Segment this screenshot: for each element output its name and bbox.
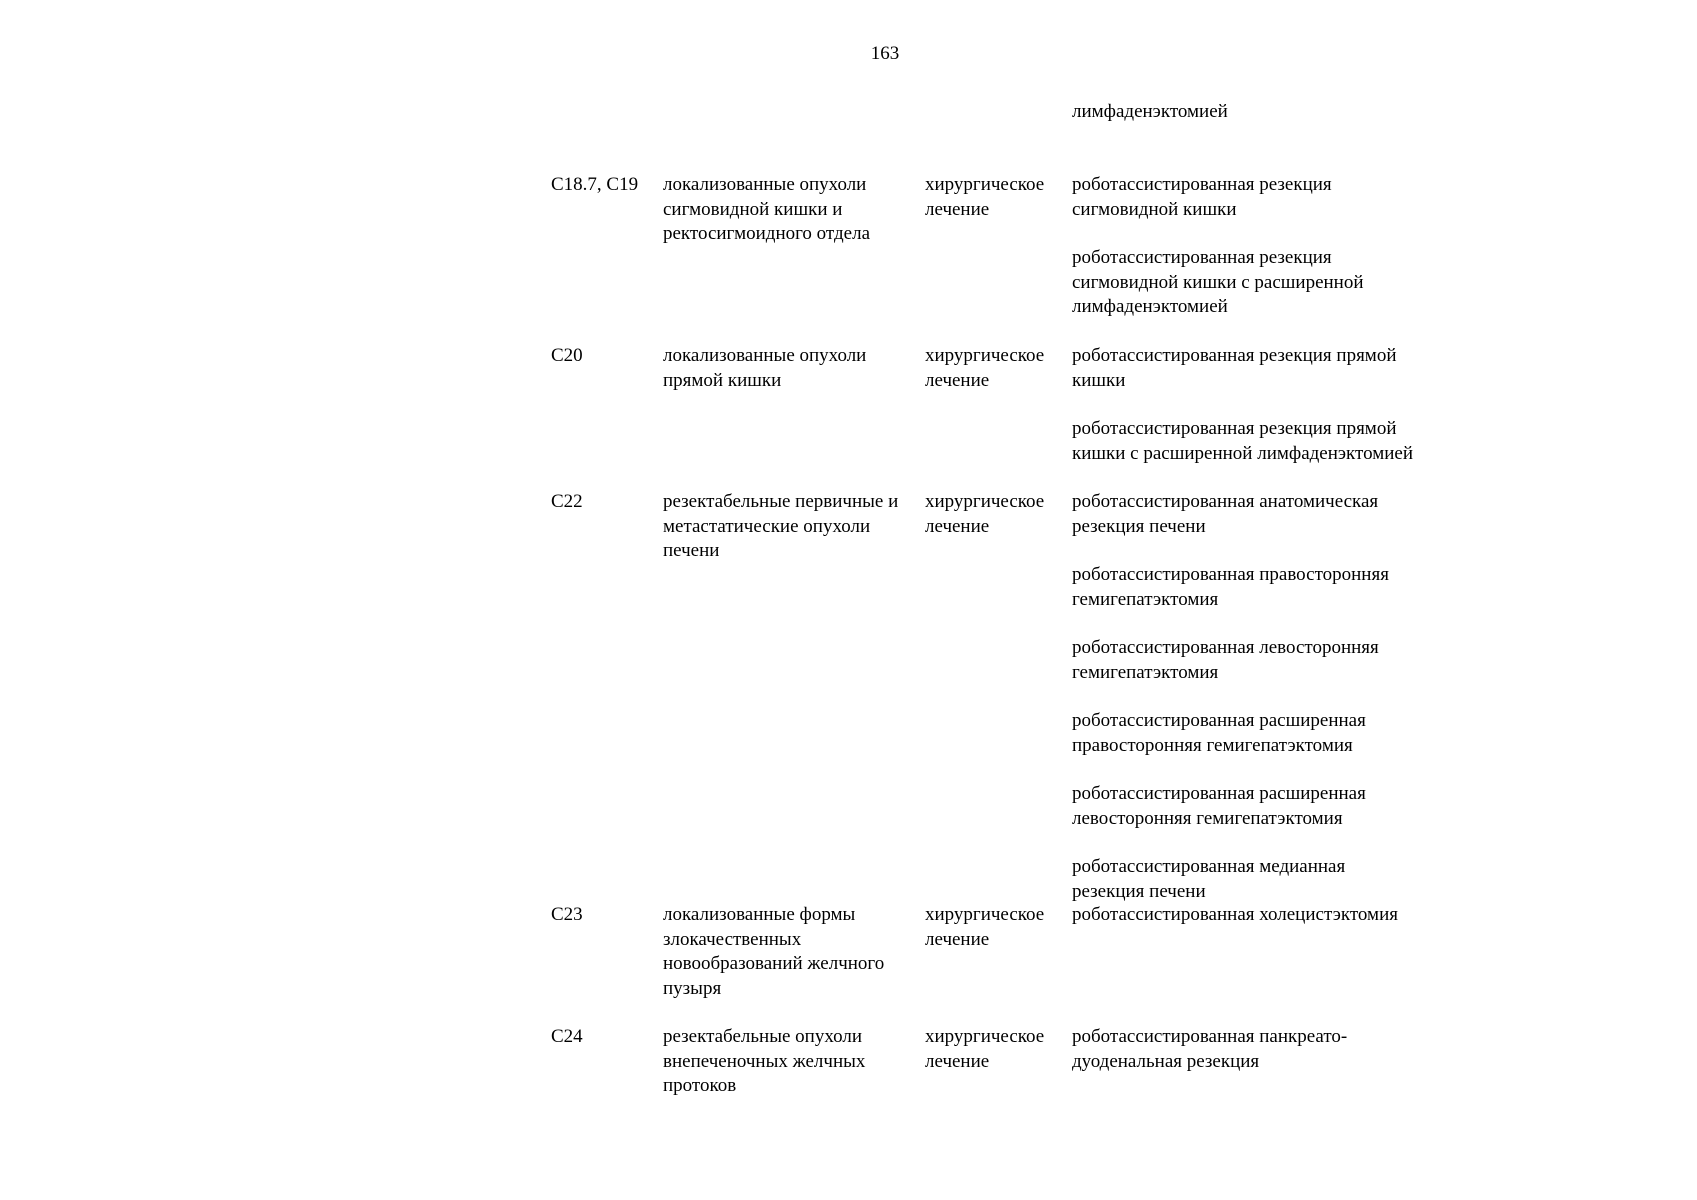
row-treatment xyxy=(925,490,1044,539)
method-line: лимфаденэктомией xyxy=(1072,296,1228,317)
method-line: гемигепатэктомия xyxy=(1072,661,1219,683)
treatment-line: лечение xyxy=(925,369,990,391)
method-line: роботассистированная правосторонняя xyxy=(1072,564,1389,585)
method-line: роботассистированная холецистэктомия xyxy=(1072,904,1398,925)
method-line: сигмовидной кишки с расширенной xyxy=(1072,271,1364,293)
method-line: кишки с расширенной лимфаденэктомией xyxy=(1072,442,1414,464)
method-line: гемигепатэктомия xyxy=(1072,588,1219,610)
method-line: сигмовидной кишки xyxy=(1072,198,1237,220)
model-line: метастатические опухоли xyxy=(663,515,871,537)
treatment-line: хирургическое xyxy=(925,491,1045,512)
model-line: сигмовидной кишки и xyxy=(663,198,843,220)
method-line: роботассистированная панкреато- xyxy=(1072,1026,1348,1047)
method-line: роботассистированная анатомическая xyxy=(1072,491,1379,512)
row-code: С20 xyxy=(551,345,583,366)
continuation-text xyxy=(1072,100,1228,125)
method-line: кишки xyxy=(1072,369,1126,391)
row-method xyxy=(1072,173,1332,222)
treatment-line: хирургическое xyxy=(925,174,1045,195)
method-line: роботассистированная медианная xyxy=(1072,856,1346,877)
method-line: роботассистированная резекция xyxy=(1072,247,1332,268)
model-line: пузыря xyxy=(663,977,722,999)
row-treatment xyxy=(925,1025,1044,1074)
method-line: левосторонняя гемигепатэктомия xyxy=(1072,807,1343,829)
method-line: роботассистированная резекция прямой xyxy=(1072,418,1397,439)
model-line: новообразований желчного xyxy=(663,953,885,974)
row-method xyxy=(1072,344,1397,393)
treatment-line: лечение xyxy=(925,198,990,220)
treatment-line: хирургическое xyxy=(925,904,1045,925)
row-method xyxy=(1072,782,1366,831)
row-treatment xyxy=(925,344,1044,393)
model-line: резектабельные опухоли xyxy=(663,1026,863,1047)
method-line: роботассистированная резекция xyxy=(1072,174,1332,195)
model-line: локализованные опухоли xyxy=(663,174,867,195)
method-line: роботассистированная левосторонняя xyxy=(1072,637,1379,658)
row-model xyxy=(663,344,866,393)
method-line: роботассистированная расширенная xyxy=(1072,783,1366,804)
model-line: локализованные формы xyxy=(663,904,856,925)
model-line: прямой кишки xyxy=(663,369,782,391)
row-method xyxy=(1072,417,1413,466)
row-model xyxy=(663,490,898,564)
row-model xyxy=(663,903,884,1001)
row-method xyxy=(1072,636,1379,685)
treatment-line: лечение xyxy=(925,928,990,950)
row-method xyxy=(1072,903,1398,928)
row-code: С22 xyxy=(551,491,583,512)
row-method xyxy=(1072,246,1364,320)
model-line: злокачественных xyxy=(663,928,802,950)
row-method xyxy=(1072,709,1366,758)
row-code: С23 xyxy=(551,904,583,925)
treatment-line: хирургическое xyxy=(925,345,1045,366)
model-line: локализованные опухоли xyxy=(663,345,867,366)
treatment-line: лечение xyxy=(925,515,990,537)
model-line: протоков xyxy=(663,1075,737,1096)
treatment-line: лечение xyxy=(925,1050,990,1072)
model-line: внепеченочных желчных xyxy=(663,1050,866,1072)
method-line: резекция печени xyxy=(1072,880,1206,902)
model-line: ректосигмоидного отдела xyxy=(663,223,870,244)
row-code: С18.7, С19 xyxy=(551,174,639,195)
page-number: 163 xyxy=(870,43,900,64)
row-method xyxy=(1072,563,1389,612)
row-model xyxy=(663,1025,865,1099)
row-treatment xyxy=(925,903,1044,952)
method-line: резекция печени xyxy=(1072,515,1206,537)
row-treatment xyxy=(925,173,1044,222)
row-method xyxy=(1072,490,1378,539)
model-line: печени xyxy=(663,540,720,561)
method-line: правосторонняя гемигепатэктомия xyxy=(1072,734,1353,756)
row-model xyxy=(663,173,870,247)
row-method xyxy=(1072,1025,1347,1074)
method-line: роботассистированная расширенная xyxy=(1072,710,1366,731)
method-line: лимфаденэктомией xyxy=(1072,101,1228,122)
method-line: дуоденальная резекция xyxy=(1072,1050,1260,1072)
row-code: С24 xyxy=(551,1026,583,1047)
treatment-line: хирургическое xyxy=(925,1026,1045,1047)
model-line: резектабельные первичные и xyxy=(663,491,899,512)
method-line: роботассистированная резекция прямой xyxy=(1072,345,1397,366)
row-method xyxy=(1072,855,1345,904)
